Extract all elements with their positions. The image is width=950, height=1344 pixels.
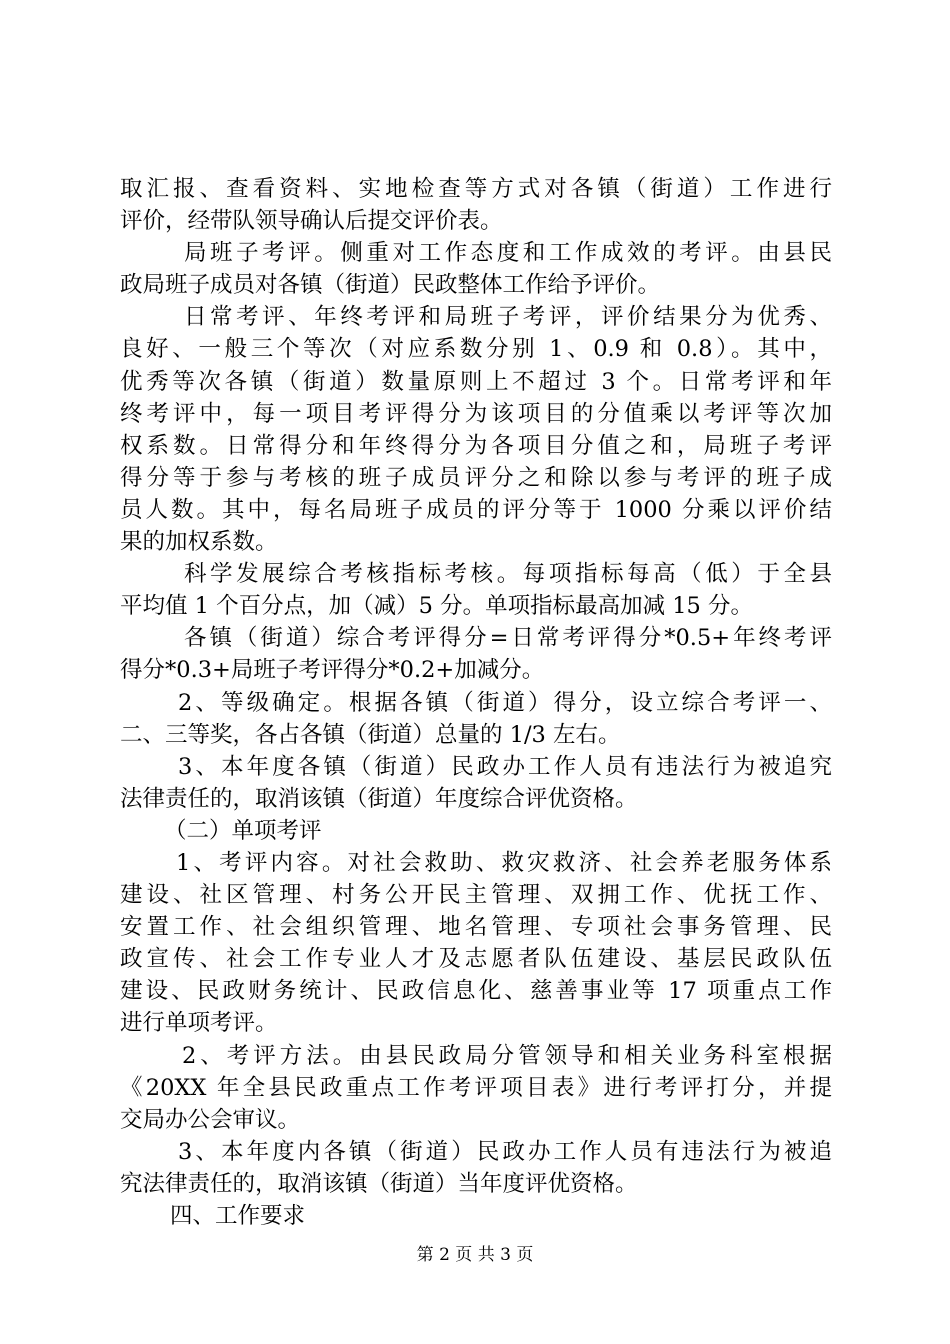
text-line: 四、工作要求 <box>170 1203 306 1229</box>
text-line: 政局班子成员对各镇（街道）民政整体工作给予评价。 <box>120 272 661 299</box>
text-line: （二）单项考评 <box>164 817 322 844</box>
text-line: 局班子考评。侧重对工作态度和工作成效的考评。由县民 <box>184 240 832 267</box>
text-line: 2、考评方法。由县民政局分管领导和相关业务科室根据 <box>182 1042 832 1069</box>
text-line: 优秀等次各镇（街道）数量原则上不超过 3 个。日常考评和年 <box>120 368 832 395</box>
text-line: 政宣传、社会工作专业人才及志愿者队伍建设、基层民政队伍 <box>120 946 832 973</box>
text-line: 取汇报、查看资料、实地检查等方式对各镇（街道）工作进行 <box>120 176 832 202</box>
text-line: 法律责任的，取消该镇（街道）年度综合评优资格。 <box>120 785 638 812</box>
text-line: 安置工作、社会组织管理、地名管理、专项社会事务管理、民 <box>120 914 832 941</box>
text-line: 果的加权系数。 <box>120 529 278 556</box>
document-body <box>120 173 832 1232</box>
text-line: 终考评中，每一项目考评得分为该项目的分值乘以考评等次加 <box>120 400 832 427</box>
text-line: 3、本年度内各镇（街道）民政办工作人员有违法行为被追 <box>178 1138 832 1165</box>
text-line: 良好、一般三个等次（对应系数分别 1、0.9 和 0.8）。其中， <box>120 336 832 363</box>
page-footer: 第 2 页 共 3 页 <box>416 1245 534 1265</box>
text-line: 1、考评内容。对社会救助、救灾救济、社会养老服务体系 <box>176 849 832 876</box>
text-line: 平均值 1 个百分点，加（减）5 分。单项指标最高加减 15 分。 <box>120 593 754 620</box>
text-line: 员人数。其中，每名局班子成员的评分等于 1000 分乘以评价结 <box>120 496 832 523</box>
text-line: 2、等级确定。根据各镇（街道）得分，设立综合考评一、 <box>178 689 832 716</box>
text-line: 日常考评、年终考评和局班子考评，评价结果分为优秀、 <box>184 304 832 331</box>
text-line: 建设、民政财务统计、民政信息化、慈善事业等 17 项重点工作 <box>120 978 832 1005</box>
text-line: 评价，经带队领导确认后提交评价表。 <box>120 208 503 235</box>
text-line: 权系数。日常得分和年终得分为各项目分值之和，局班子考评 <box>120 432 832 459</box>
text-line: 3、本年度各镇（街道）民政办工作人员有违法行为被追究 <box>178 753 832 780</box>
text-line: 《20XX 年全县民政重点工作考评项目表》进行考评打分，并提 <box>120 1074 832 1101</box>
text-line: 二、三等奖，各占各镇（街道）总量的 1/3 左右。 <box>120 721 621 748</box>
text-line: 得分*0.3+局班子考评得分*0.2+加减分。 <box>120 657 545 684</box>
text-line: 究法律责任的，取消该镇（街道）当年度评优资格。 <box>120 1170 638 1197</box>
text-line: 建设、社区管理、村务公开民主管理、双拥工作、优抚工作、 <box>120 882 832 909</box>
text-line: 交局办公会审议。 <box>120 1106 301 1133</box>
text-line: 得分等于参与考核的班子成员评分之和除以参与考评的班子成 <box>120 464 832 491</box>
text-line: 科学发展综合考核指标考核。每项指标每高（低）于全县 <box>184 561 832 588</box>
text-line: 各镇（街道）综合考评得分=日常考评得分*0.5+年终考评 <box>184 625 832 652</box>
text-line: 进行单项考评。 <box>120 1010 278 1037</box>
